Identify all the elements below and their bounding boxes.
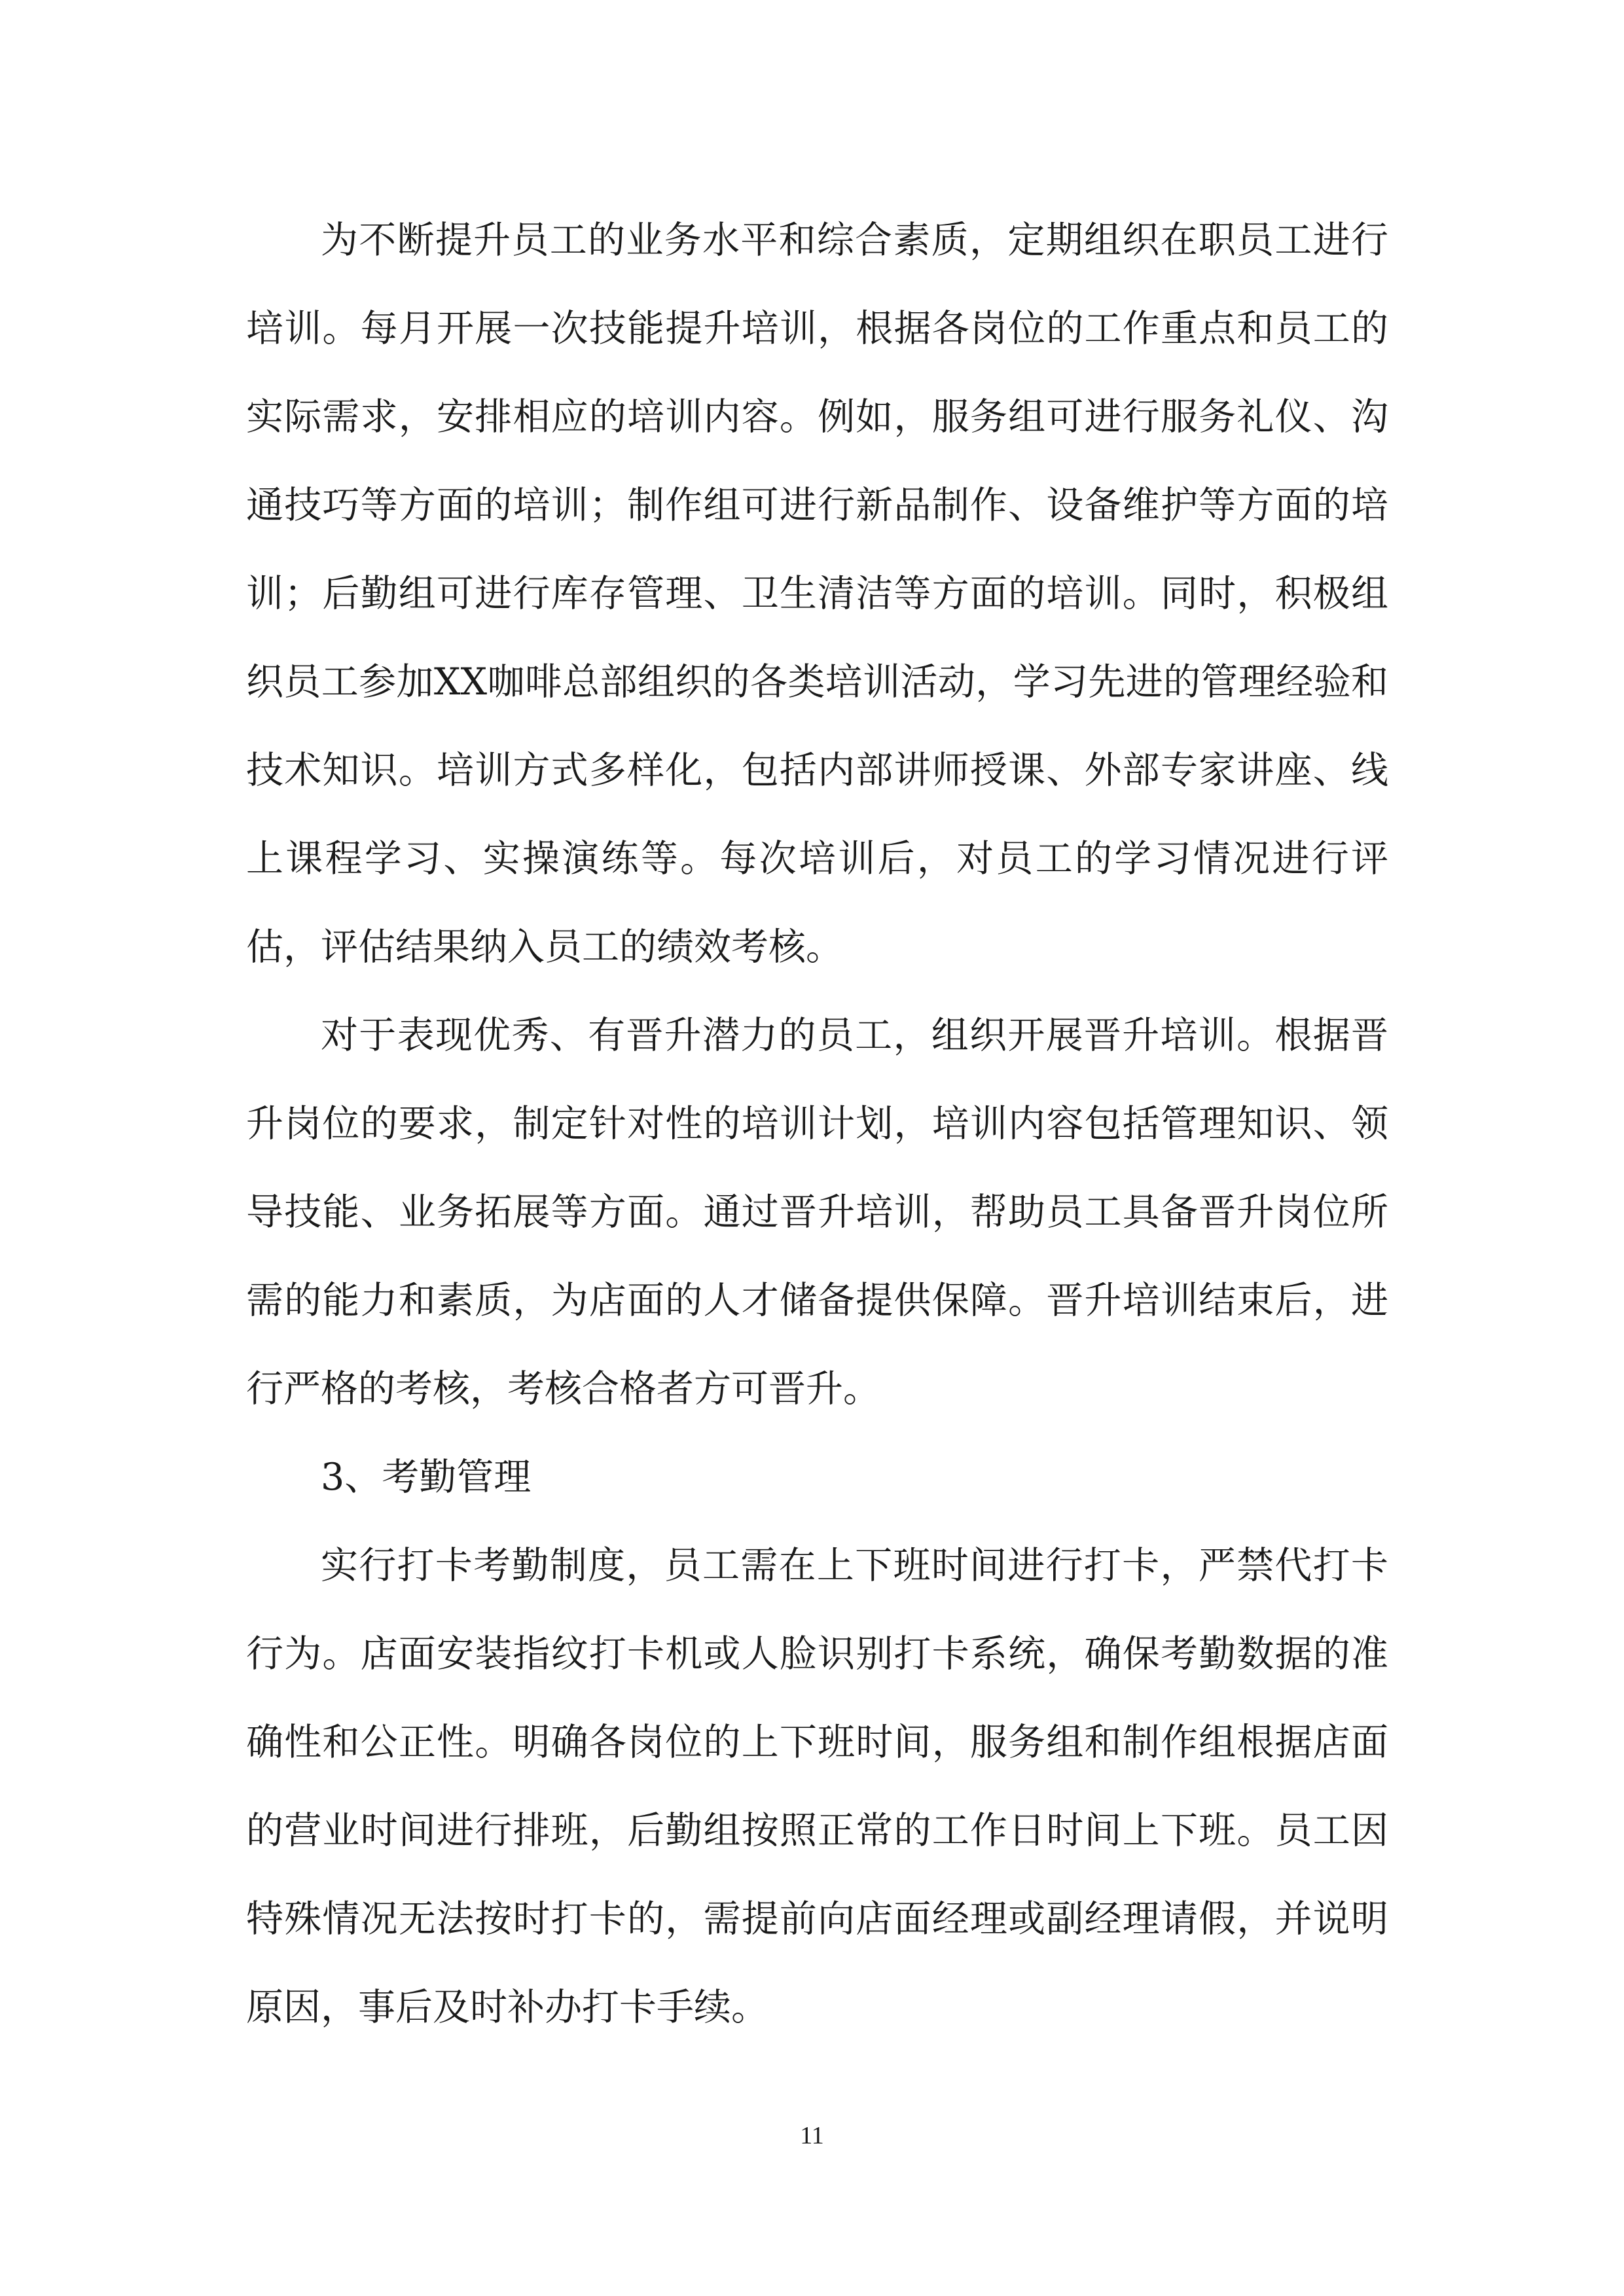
paragraph-promotion-training: 对于表现优秀、有晋升潜力的员工，组织开展晋升培训。根据晋升岗位的要求，制定针对性的培训计划，培训内容包括管理知识、领导技能、业务拓展等方面。通过晋升培训，帮助员工具备晋升岗位所需的能力和素质，为店面的人才储备提供保障。晋升培训结束后，进行严格的考核，考核合格者方可晋升。 (246, 1014, 1388, 1410)
paragraph-attendance: 实行打卡考勤制度，员工需在上下班时间进行打卡，严禁代打卡行为。店面安装指纹打卡机或人脸识别打卡系统，确保考勤数据的准确性和公正性。明确各岗位的上下班时间，服务组和制作组根据店面的营业时间进行排班，后勤组按照正常的工作日时间上下班。员工因特殊情况无法按时打卡的，需提前向店面经理或副经理请假，并说明原因，事后及时补办打卡手续。 (246, 1544, 1388, 2029)
section-heading-attendance: 3、考勤管理 (321, 1456, 532, 1499)
paragraph-training: 为不断提升员工的业务水平和综合素质，定期组织在职员工进行培训。每月开展一次技能提升培训，根据各岗位的工作重点和员工的实际需求，安排相应的培训内容。例如，服务组可进行服务礼仪、沟通技巧等方面的培训；制作组可进行新品制作、设备维护等方面的培训；后勤组可进行库存管理、卫生清洁等方面的培训。同时，积极组织员工参加XX咖啡总部组织的各类培训活动，学习先进的管理经验和技术知识。培训方式多样化，包括内部讲师授课、外部专家讲座、线上课程学习、实操演练等。每次培训后，对员工的学习情况进行评估，评估结果纳入员工的绩效考核。 (246, 219, 1388, 969)
page-number: 11 (800, 2122, 824, 2149)
body-text (246, 196, 1388, 2052)
